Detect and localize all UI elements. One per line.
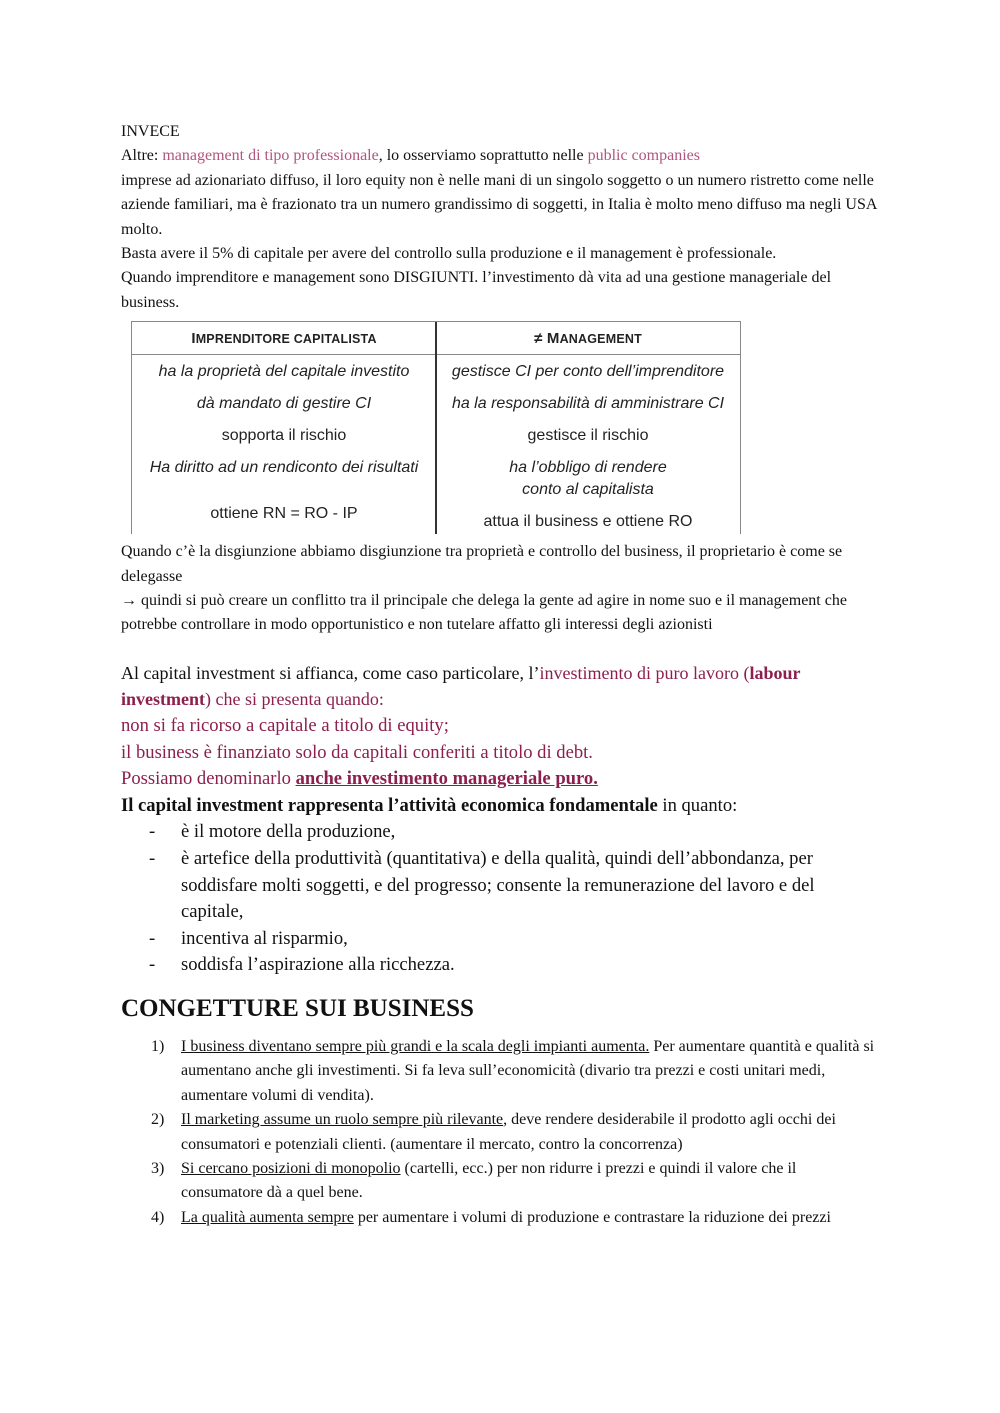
intro-paragraph-2: Basta avere il 5% di capitale per avere del controllo sulla produzione e il management è professionale. [121, 245, 777, 263]
table-cell: gestisce CI per conto dell’imprenditore [451, 363, 725, 381]
list-item: 3) Si cercano posizioni di monopolio (cartelli, ecc.) per non ridurre i prezzi e quindi il valore che il consumatore dà a quel bene. [151, 1160, 797, 1202]
table-cell: attua il business e ottiene RO [483, 513, 693, 531]
section-heading-invece: INVECE [121, 123, 180, 140]
header-management: ≠ MANAGEMENT [534, 330, 642, 348]
document-page [121, 120, 881, 1230]
table-cell: ha l’obbligo di rendere conto al capitalista [509, 459, 667, 499]
capital-investment-list [121, 819, 881, 979]
table-cell: Ha diritto ad un rendiconto dei risultati [149, 459, 419, 477]
labour-investment-intro: Al capital investment si affianca, come caso particolare, l’investimento di puro lavoro (labour investment) che si presenta quando: [121, 662, 801, 710]
table-divider [435, 322, 437, 534]
table-column-left [132, 355, 436, 543]
labour-condition-2: il business è finanziato solo da capitali conferiti a titolo di debt. [121, 741, 593, 763]
list-item: - soddisfa l’aspirazione alla ricchezza. [149, 952, 881, 979]
list-item: - è il motore della produzione, [149, 819, 881, 846]
managerial-investment-term: anche investimento manageriale puro. [295, 768, 598, 790]
list-item: 4) La qualità aumenta sempre per aumentare i volumi di produzione e contrastare la riduzione dei prezzi [151, 1208, 831, 1226]
conjectures-list [121, 1035, 881, 1230]
labour-naming: Possiamo denominarlo anche investimento manageriale puro. [121, 768, 598, 790]
conflict-paragraph: → quindi si può creare un conflitto tra il principale che delega la gente ad agire in nome suo e il management che potrebbe controllare in modo opportunistico e non tutelare affatto gli interessi degli azionisti [121, 592, 847, 634]
comparison-table [131, 321, 741, 534]
table-cell: ha la proprietà del capitale investito [158, 363, 410, 381]
disjunction-paragraph: Quando c’è la disgiunzione abbiamo disgiunzione tra proprietà e controllo del business, il proprietario è come se delegasse [121, 543, 843, 585]
list-item: - incentiva al risparmio, [149, 926, 881, 953]
list-item: 2) Il marketing assume un ruolo sempre più rilevante, deve rendere desiderabile il prodotto agli occhi dei consumatori e potenziali clienti. (aumentare il mercato, contro la concorrenza) [151, 1111, 836, 1153]
table-cell: sopporta il rischio [221, 427, 347, 445]
table-cell: ottiene RN = RO - IP [210, 505, 358, 523]
intro-paragraph-1: imprese ad azionariato diffuso, il loro equity non è nelle mani di un singolo soggetto o un numero ristretto come nelle aziende familiari, ma è frazionato tra un numero grandissimo di soggetti, in Italia è molto meno diffuso ma negli USA molto. [121, 171, 877, 238]
list-item: 1) I business diventano sempre più grandi e la scala degli impianti aumenta. Per aumentare quantità e qualità si aumentano anche gli investimenti. Si fa leva sull’economicità (divario tra prezzi e costi unitari medi, aumentare volumi di vendita). [151, 1038, 875, 1104]
table-cell: gestisce il rischio [527, 427, 649, 445]
table-column-right [436, 355, 740, 543]
list-item: - è artefice della produttività (quantitativa) e della qualità, quindi dell’abbondanza, per soddisfare molti soggetti, e del progresso; consente la remunerazione del lavoro e del capitale, [149, 846, 881, 926]
highlight-public-companies: public companies [587, 147, 700, 165]
table-cell: dà mandato di gestire CI [196, 395, 372, 413]
intro-line: Altre: management di tipo professionale, lo osserviamo soprattutto nelle public companies [121, 147, 700, 165]
table-cell: ha la responsabilità di amministrare CI [451, 395, 725, 413]
header-imprenditore: IMPRENDITORE CAPITALISTA [191, 330, 377, 348]
highlight-management: management di tipo professionale [162, 147, 379, 165]
intro-paragraph-3: Quando imprenditore e management sono DISGIUNTI. l’investimento dà vita ad una gestione manageriale del business. [121, 269, 832, 311]
conjectures-heading: CONGETTURE SUI BUSINESS [121, 995, 474, 1022]
labour-condition-1: non si fa ricorso a capitale a titolo di equity; [121, 715, 449, 737]
capital-investment-statement: Il capital investment rappresenta l’attività economica fondamentale in quanto: [121, 794, 738, 816]
